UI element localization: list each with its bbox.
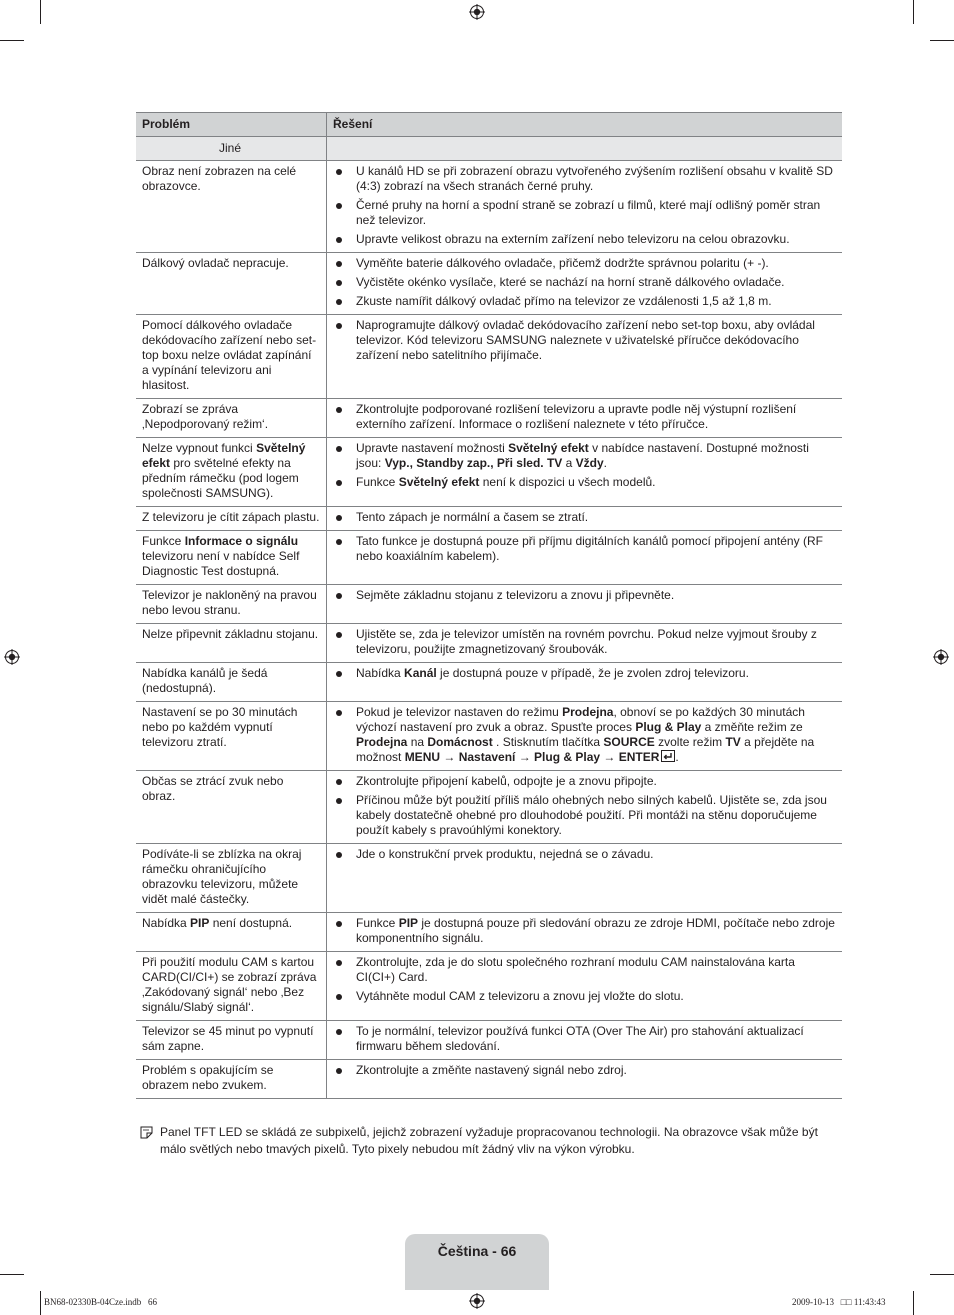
registration-mark-icon bbox=[469, 1293, 485, 1309]
emphasis-text: Vždy bbox=[575, 456, 604, 470]
solution-item: Pokud je televizor nastaven do režimu Prodejna, obnoví se po každých 30 minutách výchozí nastavení pro zvuk a obraz. Spusťte proces Plug & Play a změňte režim ze Prodejna na Domácnost . Stisknutím tlačítka SOURCE zvolte režim TV a přejděte na možnost MENU → Nastavení → Plug & Play → ENTER . bbox=[333, 705, 836, 765]
problem-cell: Podíváte-li se zblízka na okraj rámečku ohraničujícího obrazovku televizoru, můžete vidět malé částečky. bbox=[136, 844, 327, 913]
solution-cell bbox=[327, 844, 843, 913]
table-row bbox=[136, 702, 842, 771]
note-block bbox=[136, 1124, 842, 1158]
troubleshooting-table bbox=[136, 112, 842, 1099]
solution-cell bbox=[327, 507, 843, 531]
crop-mark bbox=[930, 1274, 954, 1275]
problem-cell: Z televizoru je cítit zápach plastu. bbox=[136, 507, 327, 531]
emphasis-text: PIP bbox=[398, 916, 419, 930]
problem-cell: Pomocí dálkového ovladače dekódovacího zařízení nebo set-top boxu nelze ovládat zapínání a vypínání televizoru ani hlasitost. bbox=[136, 315, 327, 399]
solution-item: Sejměte základnu stojanu z televizoru a znovu ji připevněte. bbox=[333, 588, 836, 603]
solution-list bbox=[333, 847, 836, 862]
solution-item: Vyměňte baterie dálkového ovladače, přičemž dodržte správnou polaritu (+ -). bbox=[333, 256, 836, 271]
problem-cell: Dálkový ovladač nepracuje. bbox=[136, 253, 327, 315]
solution-item: Tento zápach je normální a časem se ztratí. bbox=[333, 510, 836, 525]
section-title: Jiné bbox=[219, 141, 242, 155]
problem-cell: Nelze připevnit základnu stojanu. bbox=[136, 624, 327, 663]
solution-list bbox=[333, 402, 836, 432]
emphasis-text: Prodejna bbox=[562, 705, 614, 719]
solution-item: Funkce Světelný efekt není k dispozici u všech modelů. bbox=[333, 475, 836, 490]
solution-list bbox=[333, 1063, 836, 1078]
solution-cell bbox=[327, 1021, 843, 1060]
solution-list bbox=[333, 318, 836, 363]
solution-item: To je normální, televizor používá funkci OTA (Over The Air) pro stahování aktualizací firmwaru během sledování. bbox=[333, 1024, 836, 1054]
table-body bbox=[136, 137, 842, 1099]
problem-cell: Obraz není zobrazen na celé obrazovce. bbox=[136, 161, 327, 253]
table-header-row bbox=[136, 113, 842, 137]
enter-icon bbox=[661, 750, 675, 762]
emphasis-text: TV bbox=[725, 735, 741, 749]
footer-datetime: 2009-10-13 □□ 11:43:43 bbox=[792, 1297, 886, 1307]
header-solution: Řešení bbox=[327, 113, 843, 137]
table-row bbox=[136, 913, 842, 952]
solution-item: Vytáhněte modul CAM z televizoru a znovu jej vložte do slotu. bbox=[333, 989, 836, 1004]
problem-cell: Občas se ztrácí zvuk nebo obraz. bbox=[136, 771, 327, 844]
solution-item: Naprogramujte dálkový ovladač dekódovacího zařízení nebo set-top boxu, aby ovládal televizor. Kód televizoru SAMSUNG naleznete v uživatelské příručce dekódovacího zařízení nebo satelitního přijímače. bbox=[333, 318, 836, 363]
crop-mark bbox=[0, 40, 24, 41]
solution-cell bbox=[327, 161, 843, 253]
solution-cell bbox=[327, 702, 843, 771]
emphasis-text: Domácnost bbox=[427, 735, 493, 749]
registration-mark-icon bbox=[933, 649, 949, 665]
crop-mark bbox=[0, 1274, 24, 1275]
problem-cell: Nelze vypnout funkci Světelný efekt pro světelné efekty na předním rámečku (pod logem společnosti SAMSUNG). bbox=[136, 438, 327, 507]
problem-cell: Televizor je nakloněný na pravou nebo levou stranu. bbox=[136, 585, 327, 624]
table-row bbox=[136, 624, 842, 663]
crop-mark bbox=[913, 1291, 914, 1315]
emphasis-text: PIP bbox=[190, 916, 210, 930]
table-row bbox=[136, 161, 842, 253]
solution-cell bbox=[327, 253, 843, 315]
solution-cell bbox=[327, 771, 843, 844]
emphasis-text: Kanál bbox=[404, 666, 437, 680]
footer-file: BN68-02330B-04Cze.indb 66 bbox=[44, 1297, 157, 1307]
solution-item: Zkontrolujte připojení kabelů, odpojte je a znovu připojte. bbox=[333, 774, 836, 789]
solution-item: Příčinou může být použití příliš málo ohebných nebo silných kabelů. Ujistěte se, zda jsou kabely dostatečně ohebné pro dlouhodobé použití. Při montáži na stěnu doporučujeme použít kabely s pravoúhlými konektory. bbox=[333, 793, 836, 838]
table-row bbox=[136, 399, 842, 438]
emphasis-text: Prodejna bbox=[356, 735, 408, 749]
solution-cell bbox=[327, 663, 843, 702]
crop-mark bbox=[930, 40, 954, 41]
table-row bbox=[136, 952, 842, 1021]
table-row bbox=[136, 663, 842, 702]
solution-list bbox=[333, 510, 836, 525]
problem-cell: Nabídka kanálů je šedá (nedostupná). bbox=[136, 663, 327, 702]
solution-list bbox=[333, 627, 836, 657]
crop-mark bbox=[913, 0, 914, 24]
solution-cell bbox=[327, 585, 843, 624]
solution-item: Zkontrolujte podporované rozlišení televizoru a upravte podle něj výstupní rozlišení externího zařízení. Informace o rozlišení naleznete v této příručce. bbox=[333, 402, 836, 432]
emphasis-text: Světelný efekt bbox=[142, 441, 306, 470]
solution-item: Upravte nastavení možnosti Světelný efekt v nabídce nastavení. Dostupné možnosti jsou: Vyp., Standby zap., Při sled. TV a Vždy. bbox=[333, 441, 836, 471]
note-text: Panel TFT LED se skládá ze subpixelů, jejichž zobrazení vyžaduje propracovanou technologii. Na obrazovce však může být málo světlých nebo tmavých pixelů. Tyto pixely nebudou mít žádný vliv na výkon výrobku. bbox=[160, 1125, 818, 1156]
table-row bbox=[136, 438, 842, 507]
solution-item: Zkontrolujte a změňte nastavený signál nebo zdroj. bbox=[333, 1063, 836, 1078]
solution-list bbox=[333, 256, 836, 309]
solution-item: Černé pruhy na horní a spodní straně se zobrazí u filmů, které mají odlišný poměr stran než televizor. bbox=[333, 198, 836, 228]
header-problem: Problém bbox=[136, 113, 327, 137]
problem-cell: Nabídka PIP není dostupná. bbox=[136, 913, 327, 952]
table-row bbox=[136, 844, 842, 913]
solution-list bbox=[333, 705, 836, 765]
emphasis-text: Vyp., Standby zap., Při sled. TV bbox=[384, 456, 563, 470]
emphasis-text: MENU → Nastavení → Plug & Play → ENTER bbox=[404, 750, 660, 764]
registration-mark-icon bbox=[4, 649, 20, 665]
solution-list bbox=[333, 666, 836, 681]
table-row bbox=[136, 1021, 842, 1060]
crop-mark bbox=[40, 1291, 41, 1315]
solution-cell bbox=[327, 399, 843, 438]
solution-list bbox=[333, 774, 836, 838]
solution-list bbox=[333, 534, 836, 564]
solution-cell bbox=[327, 913, 843, 952]
emphasis-text: Plug & Play bbox=[635, 720, 702, 734]
solution-cell bbox=[327, 315, 843, 399]
note-icon bbox=[140, 1126, 153, 1144]
table-row bbox=[136, 253, 842, 315]
table-row bbox=[136, 771, 842, 844]
solution-item: Vyčistěte okénko vysílače, které se nachází na horní straně dálkového ovladače. bbox=[333, 275, 836, 290]
solution-list bbox=[333, 955, 836, 1004]
emphasis-text: Světelný efekt bbox=[398, 475, 480, 489]
problem-cell: Nastavení se po 30 minutách nebo po každém vypnutí televizoru ztratí. bbox=[136, 702, 327, 771]
solution-item: Funkce PIP je dostupná pouze při sledování obrazu ze zdroje HDMI, počítače nebo zdroje komponentního signálu. bbox=[333, 916, 836, 946]
solution-cell bbox=[327, 952, 843, 1021]
section-row bbox=[136, 137, 842, 161]
solution-cell bbox=[327, 1060, 843, 1099]
solution-list bbox=[333, 916, 836, 946]
table-row bbox=[136, 531, 842, 585]
crop-mark bbox=[40, 0, 41, 24]
solution-item: Zkuste namířit dálkový ovladač přímo na televizor ze vzdálenosti 1,5 až 1,8 m. bbox=[333, 294, 836, 309]
solution-item: Zkontrolujte, zda je do slotu společného rozhraní modulu CAM nainstalována karta CI(CI+) Card. bbox=[333, 955, 836, 985]
problem-cell: Zobrazí se zpráva ‚Nepodporovaný režim‘. bbox=[136, 399, 327, 438]
problem-cell: Problém s opakujícím se obrazem nebo zvukem. bbox=[136, 1060, 327, 1099]
section-label bbox=[136, 137, 327, 161]
table-row bbox=[136, 315, 842, 399]
solution-item: Ujistěte se, zda je televizor umístěn na rovném povrchu. Pokud nelze vyjmout šrouby z televizoru, použijte zmagnetizovaný šroubovák. bbox=[333, 627, 836, 657]
solution-item: Upravte velikost obrazu na externím zařízení nebo televizoru na celou obrazovku. bbox=[333, 232, 836, 247]
emphasis-text: Informace o signálu bbox=[184, 534, 299, 548]
emphasis-text: SOURCE bbox=[603, 735, 655, 749]
problem-cell: Při použití modulu CAM s kartou CARD(CI/CI+) se zobrazí zpráva ‚Zakódovaný signál‘ nebo ‚Bez signálu/Slabý signál‘. bbox=[136, 952, 327, 1021]
solution-item: Nabídka Kanál je dostupná pouze v případě, že je zvolen zdroj televizoru. bbox=[333, 666, 836, 681]
solution-cell bbox=[327, 531, 843, 585]
table-row bbox=[136, 507, 842, 531]
page-number-badge bbox=[405, 1234, 549, 1290]
solution-item: U kanálů HD se při zobrazení obrazu vytvořeného zvýšením rozlišení obsahu v kvalitě SD (4:3) zobrazí na všech stranách černé pruhy. bbox=[333, 164, 836, 194]
table-row bbox=[136, 1060, 842, 1099]
solution-list bbox=[333, 164, 836, 247]
problem-cell: Televizor se 45 minut po vypnutí sám zapne. bbox=[136, 1021, 327, 1060]
solution-list bbox=[333, 1024, 836, 1054]
solution-list bbox=[333, 588, 836, 603]
solution-item: Tato funkce je dostupná pouze při příjmu digitálních kanálů pomocí připojení antény (RF nebo koaxiálním kabelem). bbox=[333, 534, 836, 564]
solution-item: Jde o konstrukční prvek produktu, nejedná se o závadu. bbox=[333, 847, 836, 862]
problem-cell: Funkce Informace o signálu televizoru není v nabídce Self Diagnostic Test dostupná. bbox=[136, 531, 327, 585]
table-row bbox=[136, 585, 842, 624]
solution-cell bbox=[327, 438, 843, 507]
page-number: Čeština - 66 bbox=[437, 1243, 517, 1259]
section-empty-cell bbox=[327, 137, 843, 161]
solution-cell bbox=[327, 624, 843, 663]
emphasis-text: Světelný efekt bbox=[508, 441, 589, 455]
registration-mark-icon bbox=[469, 4, 485, 20]
solution-list bbox=[333, 441, 836, 490]
